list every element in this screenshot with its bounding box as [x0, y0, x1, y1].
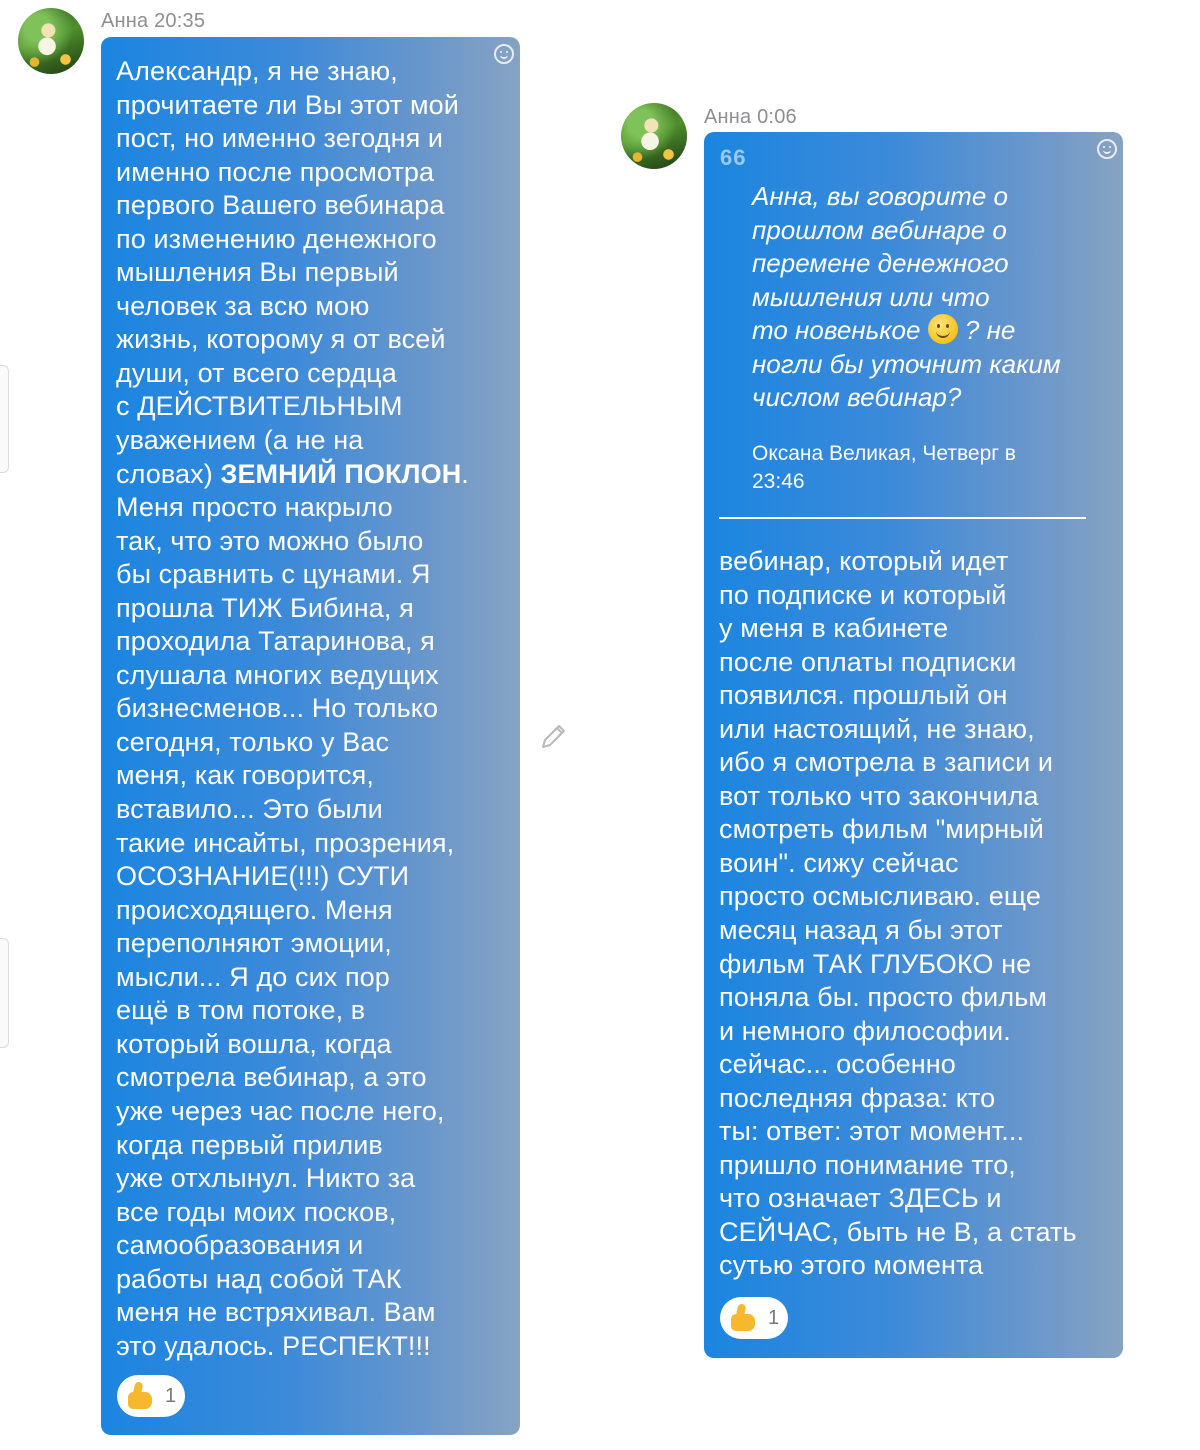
thumbs-up-icon: [728, 1303, 758, 1333]
quote-text-part: ? не ногли бы уточнит каким числом вебинар?: [752, 315, 1061, 412]
left-edge-tab[interactable]: [0, 365, 9, 473]
message-bubble[interactable]: [704, 132, 1123, 1358]
add-reaction-smile-icon[interactable]: [1097, 139, 1117, 159]
reaction-pill[interactable]: [720, 1297, 788, 1339]
reaction-pill[interactable]: [117, 1375, 185, 1417]
message-author-time: Анна 20:35: [101, 10, 206, 32]
quote-icon: 66: [720, 145, 747, 170]
message-text: вебинар, который идет по подписке и который у меня в кабинете после оплаты подписки появился. прошлый он или настоящий, не знаю, ибо я смотрела в записи и вот только что закончила смотреть фильм "мирный воин". сижу сейчас просто осмысливаю. еще месяц назад я бы этот фильм ТАК ГЛУБОКО не поняла бы. просто фильм и немного философии. сейчас... особенно последняя фраза: кто ты: ответ: этот момент... пришло понимание тго, что означает ЗДЕСЬ и СЕЙЧАС, быть не В, а стать сутью этого момента: [719, 546, 1077, 1281]
message-bold-text: ЗЕМНИЙ ПОКЛОН: [220, 458, 462, 489]
left-edge-tab[interactable]: [0, 938, 9, 1048]
reaction-count: 1: [768, 1306, 780, 1329]
pencil-icon[interactable]: [539, 721, 569, 751]
quoted-message-text: [752, 180, 1112, 415]
message-text-part: . Меня просто накрыло так, что это можно было бы сравнить с цунами. Я прошла ТИЖ Бибина, я проходила Татаринова, я слушала многих ведущих бизнесменов... Но только сегодня, только у Вас меня, как говорится, вставило... Это были такие инсайты, прозрения, ОСОЗНАНИЕ(!!!) СУТИ происходящего. Меня переполняют эмоции, мысли... Я до сих пор ещё в том потоке, в который вошла, когда смотрела вебинар, а это уже через час после него, когда первый прилив уже отхлынул. Никто за все годы моих посков, самообразования и работы над собой ТАК меня не встряхивал. Вам это удалось. РЕСПЕКТ!!!: [116, 458, 469, 1361]
reaction-count: 1: [165, 1384, 177, 1407]
quote-text-part: Анна, вы говорите о прошлом вебинаре о перемене денежного мышления или что то новенькое: [752, 181, 1009, 345]
quote-author[interactable]: Оксана Великая, Четверг в 23:46: [752, 442, 1016, 493]
message-text-part: Александр, я не знаю, прочитаете ли Вы этот мой пост, но именно зегодня и именно после просмотра первого Вашего вебинара по изменению денежного мышления Вы первый человек за всю мою жизнь, которому я от всей души, от всего сердца с ДЕЙСТВИТЕЛЬНЫМ уважением (а не на словах): [116, 56, 459, 489]
smiling-face-emoji-icon: [928, 314, 958, 344]
message-bubble[interactable]: [101, 37, 520, 1435]
message-author-time: Анна 0:06: [704, 106, 797, 128]
avatar[interactable]: [18, 8, 84, 74]
quote-divider: [719, 517, 1086, 519]
thumbs-up-icon: [125, 1381, 155, 1411]
avatar[interactable]: [621, 103, 687, 169]
message-text: [116, 55, 516, 1363]
